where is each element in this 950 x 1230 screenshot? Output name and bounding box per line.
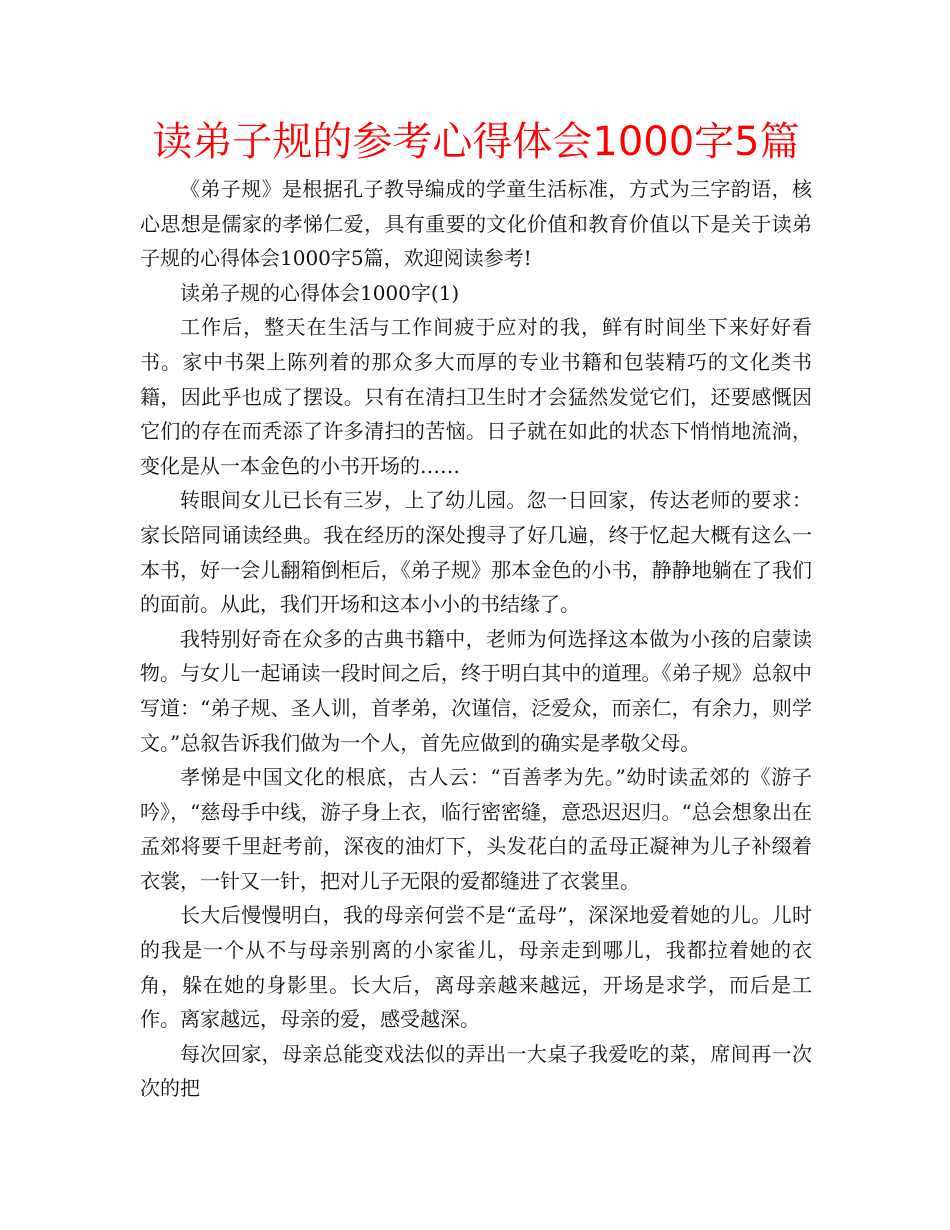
section-heading: 读弟子规的心得体会1000字(1) xyxy=(180,280,460,305)
document-body xyxy=(140,172,812,1106)
paragraph: 转眼间女儿已长有三岁，上了幼儿园。忽一日回家，传达老师的要求：家长陪同诵读经典。我在经历的深处搜寻了好几遍，终于忆起大概有这么一本书，好一会儿翻箱倒柜后，《弟子规》那本金色的小书，静静地躺在了我们的面前。从此，我们开场和这本小小的书结缘了。 xyxy=(140,488,812,617)
paragraph: 我特别好奇在众多的古典书籍中，老师为何选择这本做为小孩的启蒙读物。与女儿一起诵读一段时间之后，终于明白其中的道理。《弟子规》总叙中写道：“弟子规、圣人训，首孝弟，次谨信，泛爱众，而亲仁，有余力，则学文。”总叙告诉我们做为一个人，首先应做到的确实是孝敬父母。 xyxy=(140,626,812,755)
paragraph-intro: 《弟子规》是根据孔子教导编成的学童生活标准，方式为三字韵语，核心思想是儒家的孝悌仁爱，具有重要的文化价值和教育价值以下是关于读弟子规的心得体会1000字5篇，欢迎阅读参考! xyxy=(140,177,812,271)
paragraph: 孝悌是中国文化的根底，古人云：“百善孝为先。”幼时读孟郊的《游子吟》，“慈母手中线，游子身上衣，临行密密缝，意恐迟迟归。“总会想象出在孟郊将要千里赶考前，深夜的油灯下，头发花白的孟母正凝神为儿子补缀着衣裳，一针又一针，把对儿子无限的爱都缝进了衣裳里。 xyxy=(140,765,812,893)
document-page xyxy=(140,112,812,1106)
paragraph: 工作后，整天在生活与工作间疲于应对的我，鲜有时间坐下来好好看书。家中书架上陈列着的那众多大而厚的专业书籍和包装精巧的文化类书籍，因此乎也成了摆设。只有在清扫卫生时才会猛然发觉它们，还要感慨因它们的存在而秃添了许多清扫的苦恼。日子就在如此的状态下悄悄地流淌，变化是从一本金色的小书开场的…… xyxy=(140,315,812,478)
document-title: 读弟子规的参考心得体会1000字5篇 xyxy=(152,119,800,165)
paragraph: 长大后慢慢明白，我的母亲何尝不是“孟母”，深深地爱着她的儿。儿时的我是一个从不与母亲别离的小家雀儿，母亲走到哪儿，我都拉着她的衣角，躲在她的身影里。长大后，离母亲越来越远，开场是求学，而后是工作。离家越远，母亲的爱，感受越深。 xyxy=(140,903,812,1032)
paragraph: 每次回家，母亲总能变戏法似的弄出一大桌子我爱吃的菜，席间再一次次的把 xyxy=(140,1041,812,1101)
